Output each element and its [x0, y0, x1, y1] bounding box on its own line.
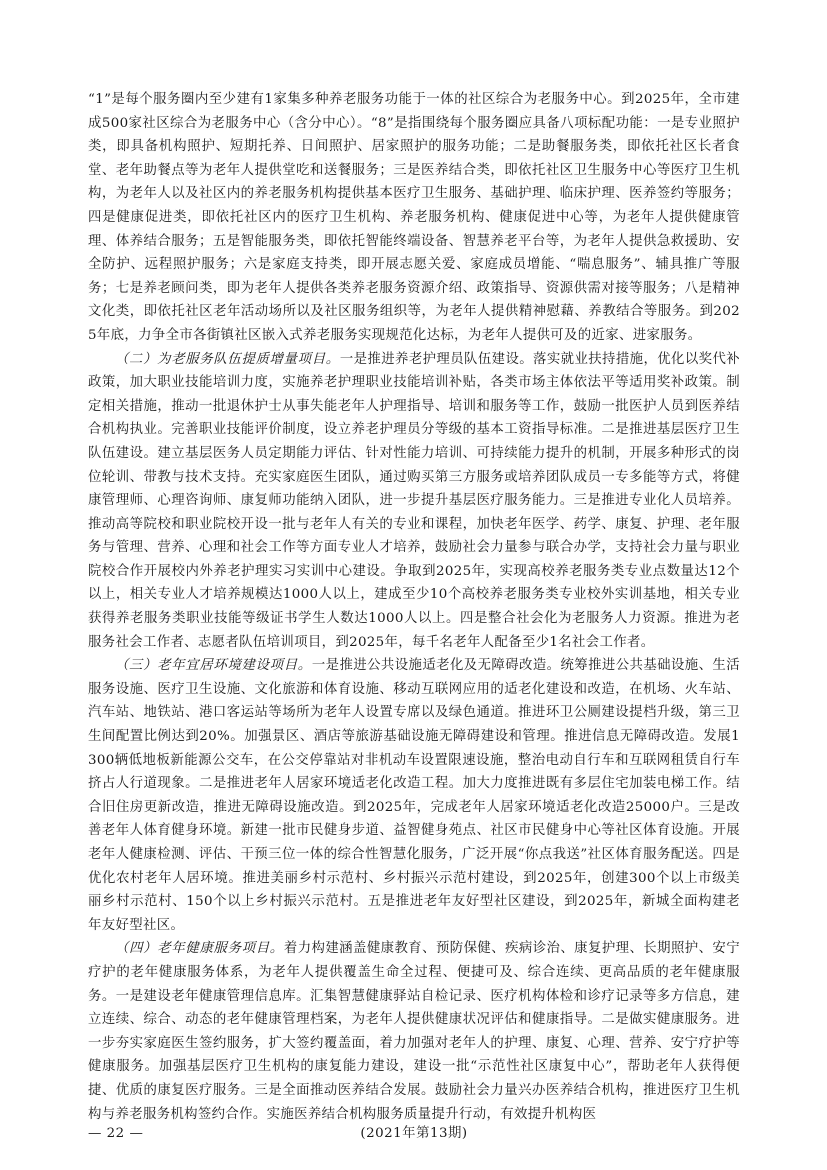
issue-label: (2021年第13期): [360, 1126, 468, 1141]
section-heading-service-team: （二）为老服务队伍提质增量项目。: [115, 351, 340, 367]
paragraph-health-services: [88, 937, 740, 1126]
paragraph-text: “1”是每个服务圈内至少建有1家集多种养老服务功能于一体的社区综合为老服务中心。到2025年，全市建成500家社区综合为老服务中心（含分中心）。“8”是指围绕每个服务圈应具备八项标配功能：一是专业照护类，即具备机构照护、短期托养、日间照护、居家照护的服务功能；二是助餐服务类，即依托社区长者食堂、老年助餐点等为老年人提供堂吃和送餐服务；三是医养结合类，即依托社区卫生服务中心等医疗卫生机构，为老年人以及社区内的养老服务机构提供基本医疗卫生服务、基础护理、临床护理、医养签约等服务；四是健康促进类，即依托社区内的医疗卫生机构、养老服务机构、健康促进中心等，为老年人提供健康管理、体养结合服务；五是智能服务类，即依托智能终端设备、智慧养老平台等，为老年人提供急救援助、安全防护、远程照护服务；六是家庭支持类，即开展志愿关爱、家庭成员增能、“喘息服务”、辅具推广等服务；七是养老顾问类，即为老年人提供各类养老服务资源介绍、政策指导、资源供需对接等服务；八是精神文化类，即依托社区老年活动场所以及社区服务组织等，为老年人提供精神慰藉、养教结合等服务。到2025年底，力争全市各街镇社区嵌入式养老服务实现规范化达标，为老年人提供可及的近家、进家服务。: [88, 92, 740, 343]
section-heading-livable-environment: （三）老年宜居环境建设项目。: [115, 658, 312, 674]
paragraph-service-circle: [88, 88, 740, 348]
paragraph-text: 一是推进养老护理员队伍建设。落实就业扶持措施，优化以奖代补政策，加大职业技能培训力度，实施养老护理职业技能培训补贴，各类市场主体依法平等适用奖补政策。制定相关措施，推动一批退休护士从事失能老年人护理指导、培训和服务等工作，鼓励一批医护人员到医养结合机构执业。完善职业技能评价制度，设立养老护理员分等级的基本工资指导标准。二是推进基层医疗卫生队伍建设。建立基层医务人员定期能力评估、针对性能力培训、可持续能力提升的机制，开展多种形式的岗位轮训、带教与技术支持。充实家庭医生团队，通过购买第三方服务或培养团队成员一专多能等方式，将健康管理师、心理咨询师、康复师功能纳入团队，进一步提升基层医疗服务能力。三是推进专业化人员培养。推动高等院校和职业院校开设一批与老年人有关的专业和课程，加快老年医学、药学、康复、护理、老年服务与管理、营养、心理和社会工作等方面专业人才培养，鼓励社会力量参与联合办学，支持社会力量与职业院校合作开展校内外养老护理实习实训中心建设。争取到2025年，实现高校养老服务类专业点数量达12个以上，相关专业人才培养规模达1000人以上，建成至少10个高校养老服务类专业校外实训基地，相关专业获得养老服务类职业技能等级证书学生人数达1000人以上。四是整合社会化为老服务人力资源。推进为老服务社会工作者、志愿者队伍培训项目，到2025年，每千名老年人配备至少1名社会工作者。: [88, 351, 740, 650]
paragraph-text: 一是推进公共设施适老化及无障碍改造。统筹推进公共基础设施、生活服务设施、医疗卫生设施、文化旅游和体育设施、移动互联网应用的适老化建设和改造，在机场、火车站、汽车站、地铁站、港口客运站等场所为老年人设置专席以及绿色通道。推进环卫公厕建设提档升级，第三卫生间配置比例达到20%。加强景区、酒店等旅游基础设施无障碍建设和管理。推进信息无障碍改造。发展1300辆低地板新能源公交车，在公交停靠站对非机动车设置限速设施，整治电动自行车和互联网租赁自行车挤占人行道现象。二是推进老年人居家环境适老化改造工程。加大力度推进既有多层住宅加装电梯工作。结合旧住房更新改造，推进无障碍设施改造。到2025年，完成老年人居家环境适老化改造25000户。三是改善老年人体育健身环境。新建一批市民健身步道、益智健身苑点、社区市民健身中心等社区体育设施。开展老年人健康检测、评估、干预三位一体的综合性智慧化服务，广泛开展“你点我送”社区体育服务配送。四是优化农村老年人居环境。推进美丽乡村示范村、乡村振兴示范村建设，到2025年，创建300个以上市级美丽乡村示范村、150个以上乡村振兴示范村。五是推进老年友好型社区建设，到2025年，新城全面构建老年友好型社区。: [88, 658, 740, 933]
page-footer: [88, 1124, 740, 1144]
paragraph-livable-environment: [88, 654, 740, 937]
paragraph-text: 着力构建涵盖健康教育、预防保健、疾病诊治、康复护理、长期照护、安宁疗护的老年健康服务体系，为老年人提供覆盖生命全过程、便捷可及、综合连续、更高品质的老年健康服务。一是建设老年健康管理信息库。汇集智慧健康驿站自检记录、医疗机构体检和诊疗记录等多方信息，建立连续、综合、动态的老年健康管理档案，为老年人提供健康状况评估和健康指导。二是做实健康服务。进一步夯实家庭医生签约服务，扩大签约覆盖面，着力加强对老年人的护理、康复、心理、营养、安宁疗护等健康服务。加强基层医疗卫生机构的康复能力建设，建设一批“示范性社区康复中心”，帮助老年人获得便捷、优质的康复医疗服务。三是全面推动医养结合发展。鼓励社会力量兴办医养结合机构，推进医疗卫生机构与养老服务机构签约合作。实施医养结合机构服务质量提升行动，有效提升机构医: [88, 941, 740, 1122]
paragraph-service-team: [88, 348, 740, 655]
page-number: — 22 —: [88, 1126, 144, 1141]
document-body: [88, 88, 740, 1126]
section-heading-health-services: （四）老年健康服务项目。: [115, 941, 284, 957]
